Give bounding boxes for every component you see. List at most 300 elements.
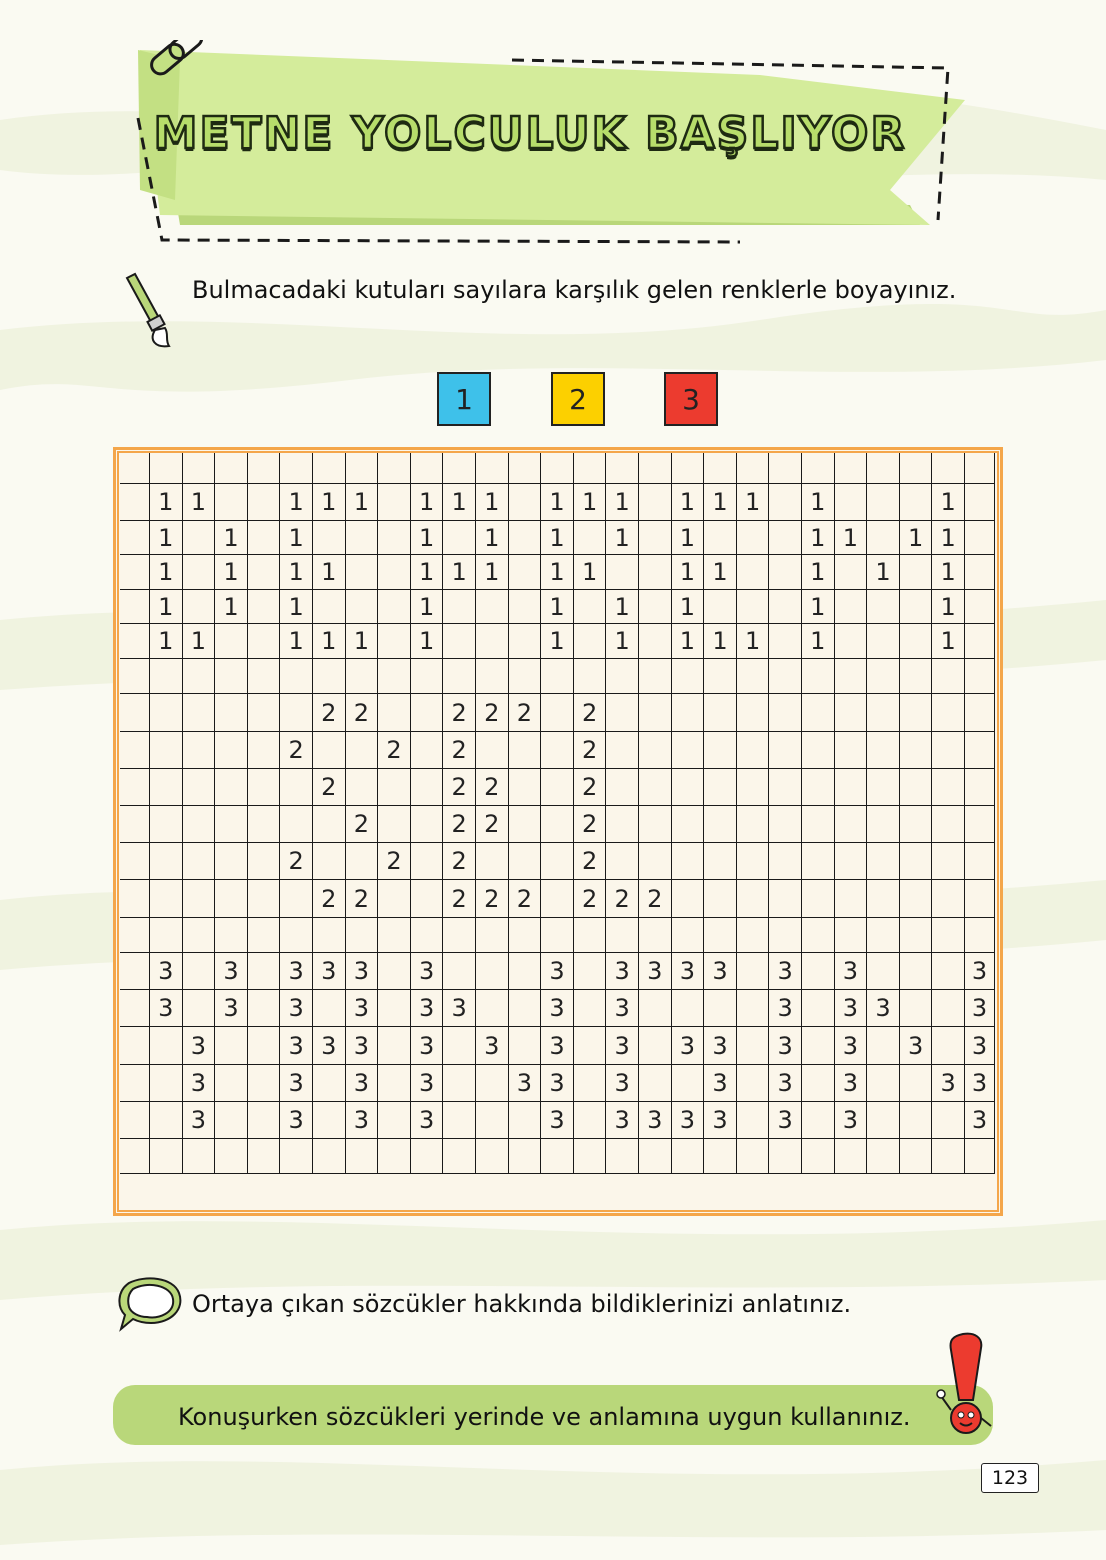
grid-cell	[769, 453, 802, 484]
grid-cell: 1	[313, 555, 346, 590]
grid-cell	[932, 453, 965, 484]
grid-cell	[313, 806, 346, 843]
grid-cell: 2	[476, 806, 509, 843]
grid-cell: 2	[443, 732, 476, 769]
grid-cell	[346, 732, 379, 769]
grid-cell	[443, 918, 476, 953]
grid-cell	[769, 918, 802, 953]
grid-cell	[900, 806, 933, 843]
grid-cell	[443, 1027, 476, 1065]
grid-cell	[346, 769, 379, 806]
grid-cell	[704, 880, 737, 918]
grid-cell	[802, 806, 835, 843]
grid-cell: 1	[280, 484, 313, 521]
grid-cell	[867, 1027, 900, 1065]
grid-cell: 3	[411, 1065, 444, 1102]
grid-cell	[639, 1139, 672, 1174]
grid-cell: 1	[737, 484, 770, 521]
grid-cell	[541, 694, 574, 732]
grid-cell	[346, 453, 379, 484]
grid-cell	[769, 732, 802, 769]
grid-cell	[639, 624, 672, 659]
grid-cell	[280, 1139, 313, 1174]
grid-cell	[574, 953, 607, 990]
grid-cell	[737, 659, 770, 694]
grid-cell	[606, 659, 639, 694]
grid-cell	[541, 1139, 574, 1174]
grid-cell	[769, 521, 802, 555]
grid-cell: 3	[215, 953, 248, 990]
grid-cell: 3	[606, 990, 639, 1027]
grid-cell	[280, 694, 313, 732]
grid-cell: 1	[900, 521, 933, 555]
grid-cell	[704, 843, 737, 880]
grid-cell	[120, 521, 150, 555]
grid-cell: 3	[280, 953, 313, 990]
grid-cell	[867, 918, 900, 953]
grid-cell	[867, 484, 900, 521]
grid-cell: 2	[443, 806, 476, 843]
grid-cell: 1	[802, 624, 835, 659]
grid-cell: 3	[346, 1102, 379, 1139]
grid-cell	[574, 1139, 607, 1174]
grid-cell: 3	[769, 1102, 802, 1139]
grid-cell	[769, 624, 802, 659]
grid-cell	[639, 918, 672, 953]
grid-cell	[541, 453, 574, 484]
grid-cell	[802, 659, 835, 694]
grid-cell	[867, 521, 900, 555]
grid-cell	[313, 990, 346, 1027]
grid-cell	[704, 590, 737, 624]
grid-cell	[769, 769, 802, 806]
grid-cell	[443, 624, 476, 659]
grid-cell	[606, 694, 639, 732]
grid-cell: 3	[965, 1102, 995, 1139]
grid-cell	[215, 918, 248, 953]
grid-cell	[932, 732, 965, 769]
grid-cell: 1	[606, 624, 639, 659]
grid-cell	[476, 659, 509, 694]
grid-cell	[215, 624, 248, 659]
grid-cell	[509, 843, 542, 880]
grid-cell	[120, 659, 150, 694]
grid-cell	[476, 624, 509, 659]
grid-cell	[411, 453, 444, 484]
grid-cell	[150, 1065, 183, 1102]
grid-cell: 1	[183, 624, 216, 659]
grid-cell	[443, 1139, 476, 1174]
grid-cell: 1	[704, 624, 737, 659]
grid-cell: 1	[346, 484, 379, 521]
grid-cell	[215, 694, 248, 732]
grid-cell	[965, 843, 995, 880]
grid-cell: 1	[802, 590, 835, 624]
grid-cell	[378, 1065, 411, 1102]
grid-cell	[574, 659, 607, 694]
grid-cell	[248, 1102, 281, 1139]
grid-cell	[835, 624, 868, 659]
grid-cell	[867, 624, 900, 659]
grid-cell: 1	[411, 624, 444, 659]
grid-cell: 1	[932, 484, 965, 521]
grid-cell	[509, 806, 542, 843]
grid-cell	[769, 806, 802, 843]
grid-cell	[606, 732, 639, 769]
grid-cell	[120, 953, 150, 990]
grid-cell	[769, 484, 802, 521]
grid-cell	[867, 590, 900, 624]
grid-cell	[280, 918, 313, 953]
grid-cell	[411, 732, 444, 769]
grid-cell	[443, 659, 476, 694]
grid-cell	[900, 453, 933, 484]
grid-cell	[737, 953, 770, 990]
grid-cell	[639, 1065, 672, 1102]
grid-cell	[704, 1139, 737, 1174]
grid-cell: 1	[932, 555, 965, 590]
grid-cell	[704, 453, 737, 484]
grid-cell	[378, 990, 411, 1027]
grid-cell	[867, 694, 900, 732]
grid-cell	[769, 1139, 802, 1174]
grid-cell	[476, 453, 509, 484]
grid-cell: 2	[443, 769, 476, 806]
grid-cell: 1	[932, 521, 965, 555]
grid-cell	[150, 1102, 183, 1139]
grid-cell	[215, 732, 248, 769]
grid-cell: 2	[346, 806, 379, 843]
grid-cell	[150, 843, 183, 880]
grid-cell	[313, 659, 346, 694]
grid-cell	[509, 1102, 542, 1139]
grid-cell: 1	[150, 484, 183, 521]
grid-cell	[802, 953, 835, 990]
grid-cell: 3	[672, 953, 705, 990]
grid-cell: 3	[150, 990, 183, 1027]
grid-cell: 3	[932, 1065, 965, 1102]
grid-cell: 1	[411, 484, 444, 521]
grid-cell	[215, 659, 248, 694]
grid-cell	[509, 990, 542, 1027]
grid-cell	[248, 590, 281, 624]
grid-cell	[835, 694, 868, 732]
grid-cell: 1	[411, 590, 444, 624]
grid-cell	[737, 521, 770, 555]
grid-cell	[900, 880, 933, 918]
grid-cell	[443, 453, 476, 484]
grid-cell	[574, 453, 607, 484]
grid-cell	[769, 694, 802, 732]
grid-cell: 2	[509, 880, 542, 918]
grid-cell: 3	[704, 1102, 737, 1139]
grid-cell: 1	[672, 521, 705, 555]
page-number: 123	[981, 1463, 1039, 1493]
grid-cell	[378, 555, 411, 590]
grid-cell	[541, 843, 574, 880]
grid-cell	[835, 769, 868, 806]
grid-cell	[120, 769, 150, 806]
grid-cell	[378, 1139, 411, 1174]
grid-cell	[183, 521, 216, 555]
grid-cell: 1	[183, 484, 216, 521]
grid-cell	[867, 1102, 900, 1139]
grid-cell: 1	[541, 590, 574, 624]
grid-cell: 1	[346, 624, 379, 659]
instruction-text: Bulmacadaki kutuları sayılara karşılık gelen renklerle boyayınız.	[192, 276, 957, 304]
grid-cell	[150, 453, 183, 484]
grid-cell	[509, 918, 542, 953]
grid-cell	[802, 918, 835, 953]
grid-cell	[867, 659, 900, 694]
grid-cell	[606, 453, 639, 484]
grid-cell	[215, 1065, 248, 1102]
grid-cell	[965, 624, 995, 659]
grid-cell	[802, 769, 835, 806]
tip-text: Konuşurken sözcükleri yerinde ve anlamına uygun kullanınız.	[178, 1403, 911, 1431]
grid-cell	[769, 843, 802, 880]
grid-cell	[150, 806, 183, 843]
grid-cell	[120, 843, 150, 880]
grid-cell: 2	[443, 880, 476, 918]
grid-cell	[965, 555, 995, 590]
grid-cell: 3	[965, 953, 995, 990]
grid-cell	[802, 732, 835, 769]
grid-cell	[248, 953, 281, 990]
grid-cell	[900, 732, 933, 769]
grid-cell	[411, 659, 444, 694]
grid-cell	[965, 1139, 995, 1174]
grid-cell: 1	[606, 521, 639, 555]
grid-cell	[639, 1027, 672, 1065]
grid-cell	[509, 484, 542, 521]
grid-cell	[120, 806, 150, 843]
speech-bubble-icon	[115, 1275, 185, 1335]
grid-cell: 3	[704, 1027, 737, 1065]
grid-cell	[120, 694, 150, 732]
grid-cell	[346, 521, 379, 555]
grid-cell	[769, 555, 802, 590]
grid-cell	[183, 880, 216, 918]
color-key-1: 1	[437, 372, 491, 426]
grid-cell	[639, 694, 672, 732]
grid-cell	[215, 806, 248, 843]
grid-cell	[541, 769, 574, 806]
grid-cell	[541, 732, 574, 769]
grid-cell	[802, 1139, 835, 1174]
grid-cell	[932, 990, 965, 1027]
grid-cell	[574, 590, 607, 624]
grid-cell: 2	[443, 694, 476, 732]
grid-cell	[280, 806, 313, 843]
grid-cell	[150, 1139, 183, 1174]
grid-cell	[835, 1139, 868, 1174]
grid-cell	[411, 694, 444, 732]
grid-cell	[443, 1065, 476, 1102]
grid-cell: 1	[932, 624, 965, 659]
grid-cell	[346, 843, 379, 880]
grid-cell	[120, 732, 150, 769]
grid-cell	[769, 659, 802, 694]
grid-cell: 3	[346, 1027, 379, 1065]
grid-cell: 1	[280, 624, 313, 659]
grid-cell	[737, 880, 770, 918]
exclamation-mascot-icon	[935, 1330, 995, 1440]
grid-cell	[639, 659, 672, 694]
grid-cell	[183, 555, 216, 590]
grid-cell	[476, 990, 509, 1027]
grid-cell	[346, 659, 379, 694]
grid-cell: 1	[476, 484, 509, 521]
grid-cell	[280, 659, 313, 694]
grid-cell	[346, 555, 379, 590]
grid-cell	[737, 918, 770, 953]
grid-cell	[183, 806, 216, 843]
grid-cell	[704, 769, 737, 806]
grid-cell	[639, 990, 672, 1027]
grid-cell	[900, 769, 933, 806]
grid-cell: 2	[313, 694, 346, 732]
grid-cell: 3	[183, 1027, 216, 1065]
grid-cell	[476, 1102, 509, 1139]
grid-cell: 3	[411, 990, 444, 1027]
grid-cell	[541, 918, 574, 953]
grid-cell: 1	[704, 484, 737, 521]
grid-cell: 1	[476, 555, 509, 590]
grid-cell	[183, 453, 216, 484]
grid-cell	[215, 484, 248, 521]
grid-cell	[183, 659, 216, 694]
grid-cell	[378, 521, 411, 555]
grid-cell	[769, 590, 802, 624]
grid-cell	[248, 484, 281, 521]
grid-cell	[183, 1139, 216, 1174]
grid-cell	[150, 659, 183, 694]
grid-cell	[672, 1139, 705, 1174]
grid-cell: 3	[280, 1027, 313, 1065]
grid-cell: 1	[541, 484, 574, 521]
grid-cell	[802, 1102, 835, 1139]
grid-cell: 1	[835, 521, 868, 555]
grid-cell	[639, 555, 672, 590]
grid-cell	[672, 806, 705, 843]
grid-cell	[900, 918, 933, 953]
grid-cell	[672, 880, 705, 918]
grid-cell	[120, 453, 150, 484]
grid-cell	[672, 694, 705, 732]
grid-cell: 3	[639, 953, 672, 990]
grid-cell: 1	[802, 484, 835, 521]
grid-cell: 2	[378, 732, 411, 769]
grid-cell	[313, 1139, 346, 1174]
grid-cell: 3	[606, 1065, 639, 1102]
grid-cell	[639, 484, 672, 521]
grid-cell	[900, 659, 933, 694]
grid-cell	[965, 453, 995, 484]
grid-cell: 1	[867, 555, 900, 590]
grid-cell	[606, 918, 639, 953]
grid-cell	[183, 732, 216, 769]
grid-cell	[867, 732, 900, 769]
grid-cell	[378, 694, 411, 732]
grid-cell	[835, 555, 868, 590]
grid-cell: 3	[606, 1102, 639, 1139]
grid-cell	[704, 990, 737, 1027]
grid-cell	[965, 918, 995, 953]
grid-cell	[965, 769, 995, 806]
grid-cell	[509, 769, 542, 806]
grid-cell	[215, 769, 248, 806]
grid-cell	[476, 1065, 509, 1102]
grid-cell	[215, 1027, 248, 1065]
grid-cell	[541, 659, 574, 694]
grid-cell: 2	[280, 732, 313, 769]
grid-cell	[867, 843, 900, 880]
grid-cell	[900, 694, 933, 732]
grid-cell	[248, 769, 281, 806]
grid-cell: 3	[704, 953, 737, 990]
grid-cell	[411, 880, 444, 918]
grid-cell	[672, 659, 705, 694]
grid-cell	[280, 453, 313, 484]
grid-cell: 1	[606, 484, 639, 521]
grid-cell: 1	[574, 555, 607, 590]
grid-cell	[704, 732, 737, 769]
grid-cell	[313, 1102, 346, 1139]
grid-cell	[639, 453, 672, 484]
grid-cell	[672, 732, 705, 769]
grid-cell	[280, 880, 313, 918]
grid-cell	[313, 453, 346, 484]
grid-cell	[965, 590, 995, 624]
grid-cell: 1	[574, 484, 607, 521]
grid-cell	[900, 843, 933, 880]
grid-cell	[476, 1139, 509, 1174]
grid-cell	[476, 918, 509, 953]
grid-cell	[932, 953, 965, 990]
grid-cell	[737, 694, 770, 732]
grid-cell	[378, 953, 411, 990]
grid-cell	[606, 769, 639, 806]
grid-cell	[932, 918, 965, 953]
grid-cell: 1	[704, 555, 737, 590]
grid-cell	[932, 659, 965, 694]
grid-cell: 1	[215, 590, 248, 624]
grid-cell	[574, 1102, 607, 1139]
grid-cell: 3	[215, 990, 248, 1027]
grid-cell	[509, 732, 542, 769]
grid-cell: 2	[574, 694, 607, 732]
grid-cell	[835, 918, 868, 953]
grid-cell	[443, 590, 476, 624]
grid-cell	[802, 453, 835, 484]
grid-cell: 2	[346, 880, 379, 918]
grid-cell	[639, 769, 672, 806]
grid-cell	[900, 1139, 933, 1174]
grid-cell: 3	[769, 990, 802, 1027]
grid-cell	[378, 453, 411, 484]
grid-cell	[313, 732, 346, 769]
grid-cell	[737, 555, 770, 590]
grid-cell	[900, 555, 933, 590]
grid-cell: 2	[313, 769, 346, 806]
grid-cell: 3	[509, 1065, 542, 1102]
grid-cell	[120, 880, 150, 918]
grid-cell	[574, 1065, 607, 1102]
grid-cell	[965, 806, 995, 843]
grid-cell	[120, 1139, 150, 1174]
grid-cell: 1	[313, 484, 346, 521]
